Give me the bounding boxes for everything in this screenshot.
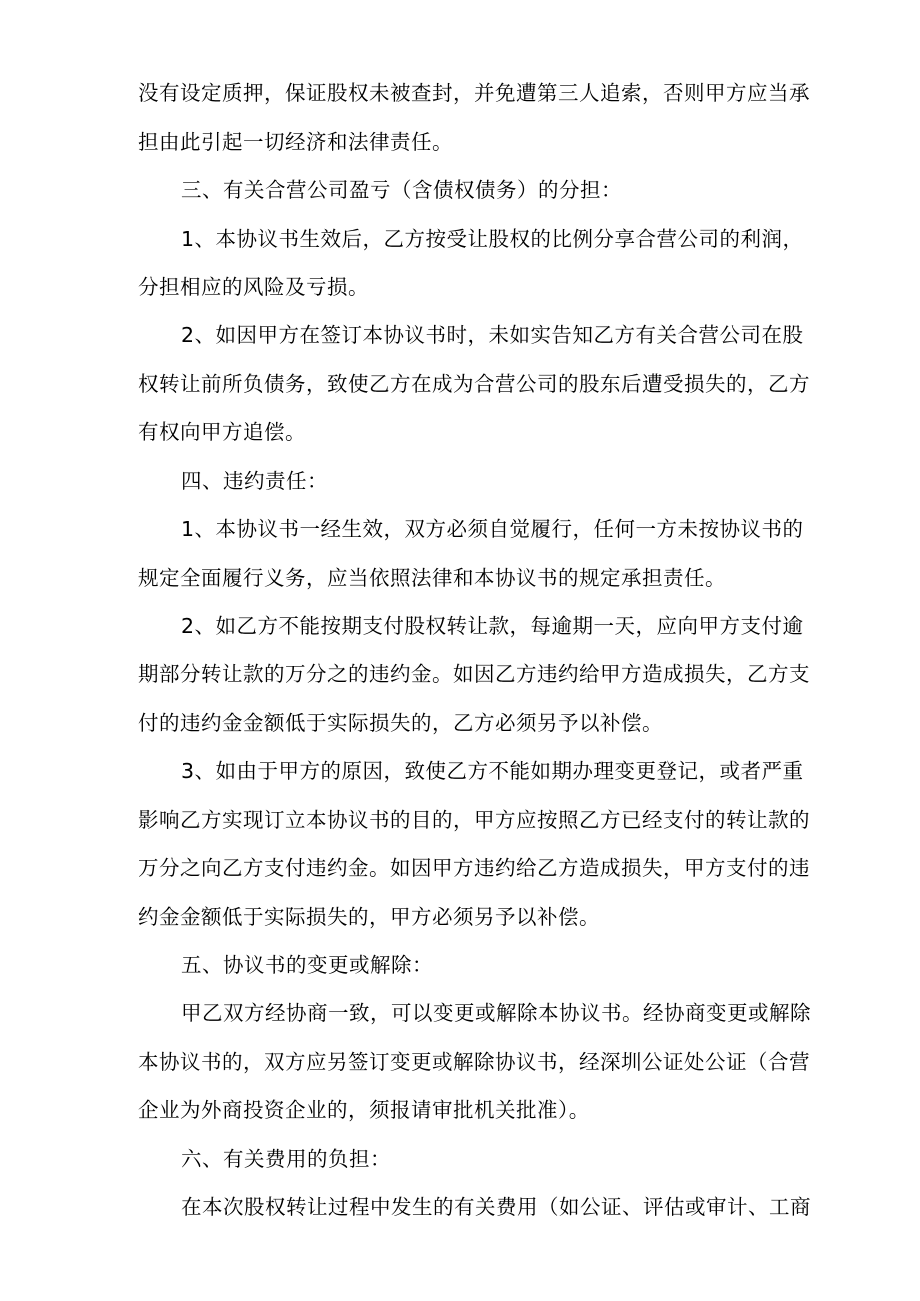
text-line: 有权向甲方追偿。 [138,420,306,444]
text-line: 担由此引起一切经济和法律责任。 [138,130,453,154]
text-line: 1、本协议书一经生效，双方必须自觉履行，任何一方未按协议书的 [181,517,804,541]
section-heading: 六、有关费用的负担： [181,1147,391,1171]
text-line: 1、本协议书生效后，乙方按受让股权的比例分享合营公司的利润， [181,227,804,251]
text-line: 规定全面履行义务，应当依照法律和本协议书的规定承担责任。 [138,566,726,590]
text-line: 在本次股权转让过程中发生的有关费用（如公证、评估或审计、工商 [181,1195,811,1219]
text-line: 2、如乙方不能按期支付股权转让款，每逾期一天，应向甲方支付逾 [181,614,804,638]
text-line: 约金金额低于实际损失的，甲方必须另予以补偿。 [138,905,600,929]
text-line: 3、如由于甲方的原因，致使乙方不能如期办理变更登记，或者严重 [181,759,804,783]
text-line: 企业为外商投资企业的，须报请审批机关批准）。 [138,1098,590,1122]
section-heading: 四、违约责任： [181,469,328,493]
section-heading: 三、有关合营公司盈亏（含债权债务）的分担： [181,178,622,202]
text-line: 分担相应的风险及亏损。 [138,275,369,299]
text-line: 本协议书的，双方应另签订变更或解除协议书，经深圳公证处公证（合营 [138,1050,810,1074]
text-line: 甲乙双方经协商一致，可以变更或解除本协议书。经协商变更或解除 [181,1001,811,1025]
text-line: 权转让前所负债务，致使乙方在成为合营公司的股东后遭受损失的，乙方 [138,372,810,396]
text-line: 付的违约金金额低于实际损失的，乙方必须另予以补偿。 [138,711,663,735]
text-line: 期部分转让款的万分之的违约金。如因乙方违约给甲方造成损失，乙方支 [138,662,810,686]
text-line: 没有设定质押，保证股权未被查封，并免遭第三人追索，否则甲方应当承 [138,81,810,105]
section-heading: 五、协议书的变更或解除： [181,953,433,977]
text-line: 影响乙方实现订立本协议书的目的，甲方应按照乙方已经支付的转让款的 [138,808,810,832]
text-line: 2、如因甲方在签订本协议书时，未如实告知乙方有关合营公司在股 [181,323,804,347]
text-line: 万分之向乙方支付违约金。如因甲方违约给乙方造成损失，甲方支付的违 [138,856,810,880]
